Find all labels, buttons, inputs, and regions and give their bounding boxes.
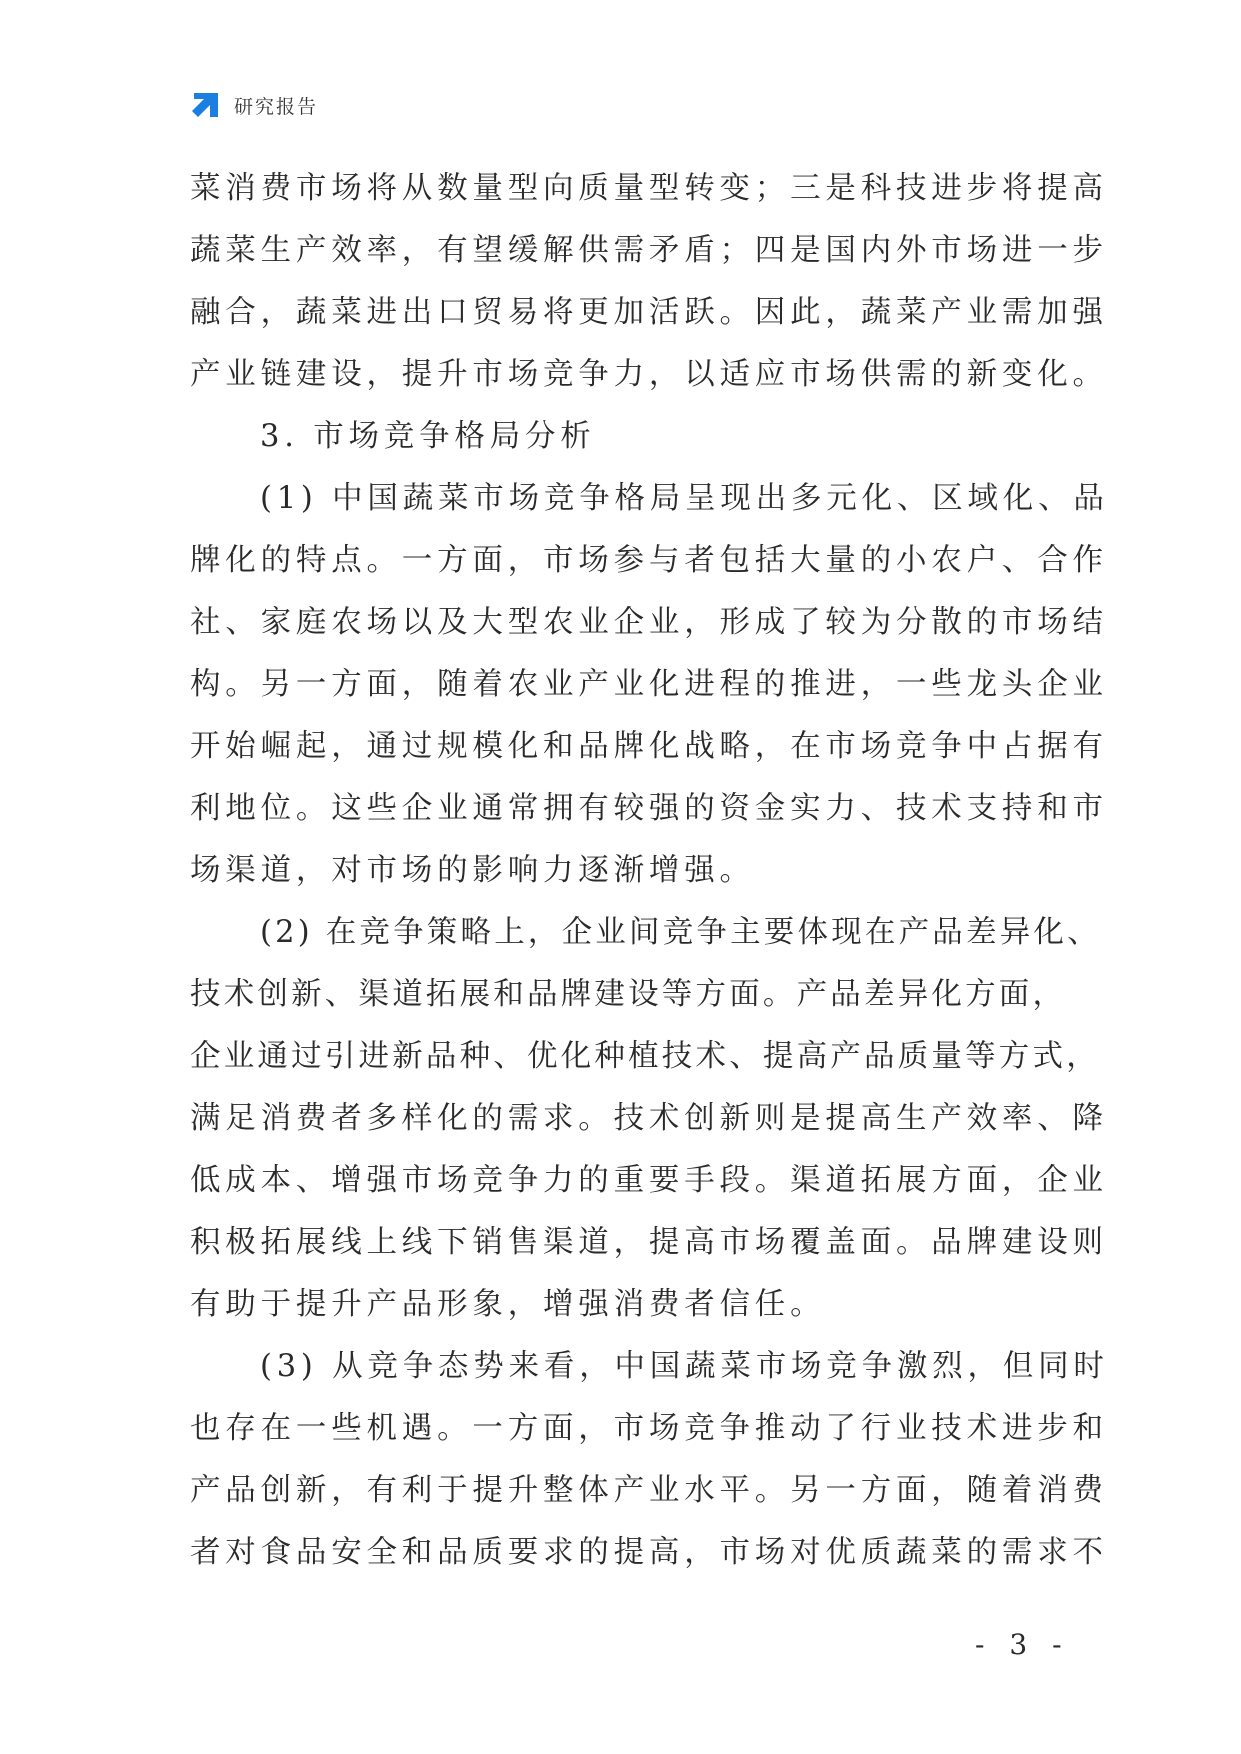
page-number: - 3 - bbox=[975, 1628, 1070, 1661]
header-title: 研究报告 bbox=[234, 95, 319, 118]
text-line: 社、家庭农场以及大型农业企业，形成了较为分散的市场结 bbox=[190, 605, 1108, 640]
text-line: 蔬菜生产效率，有望缓解供需矛盾；四是国内外市场进一步 bbox=[190, 233, 1108, 268]
paragraph-start: (3) 从竞争态势来看，中国蔬菜市场竞争激烈，但同时 bbox=[260, 1349, 1109, 1384]
paragraph-start: (2) 在竞争策略上，企业间竞争主要体现在产品差异化、 bbox=[260, 915, 1101, 950]
text-line: 场渠道，对市场的影响力逐渐增强。 bbox=[190, 853, 755, 888]
paragraph-start: (1) 中国蔬菜市场竞争格局呈现出多元化、区域化、品 bbox=[260, 481, 1109, 516]
text-line: 满足消费者多样化的需求。技术创新则是提高生产效率、降 bbox=[190, 1101, 1108, 1136]
text-line: 者对食品安全和品质要求的提高，市场对优质蔬菜的需求不 bbox=[190, 1535, 1108, 1570]
text-line: 企业通过引进新品种、优化种植技术、提高产品质量等方式， bbox=[190, 1039, 1100, 1074]
text-line: 有助于提升产品形象，增强消费者信任。 bbox=[190, 1287, 826, 1322]
text-line: 构。另一方面，随着农业产业化进程的推进，一些龙头企业 bbox=[190, 667, 1108, 702]
text-line: 技术创新、渠道拓展和品牌建设等方面。产品差异化方面， bbox=[190, 977, 1067, 1012]
text-line: 积极拓展线上线下销售渠道，提高市场覆盖面。品牌建设则 bbox=[190, 1225, 1108, 1260]
report-header bbox=[190, 88, 318, 122]
text-line: 利地位。这些企业通常拥有较强的资金实力、技术支持和市 bbox=[190, 791, 1108, 826]
document-body bbox=[190, 158, 1109, 1584]
text-line: 也存在一些机遇。一方面，市场竞争推动了行业技术进步和 bbox=[190, 1411, 1108, 1446]
section-heading: 3. 市场竞争格局分析 bbox=[260, 419, 596, 454]
arrow-up-right-icon bbox=[190, 89, 222, 121]
text-line: 产品创新，有利于提升整体产业水平。另一方面，随着消费 bbox=[190, 1473, 1108, 1508]
text-line: 产业链建设，提升市场竞争力，以适应市场供需的新变化。 bbox=[190, 357, 1108, 392]
text-line: 牌化的特点。一方面，市场参与者包括大量的小农户、合作 bbox=[190, 543, 1108, 578]
text-line: 菜消费市场将从数量型向质量型转变；三是科技进步将提高 bbox=[190, 171, 1108, 206]
text-line: 低成本、增强市场竞争力的重要手段。渠道拓展方面，企业 bbox=[190, 1163, 1108, 1198]
text-line: 融合，蔬菜进出口贸易将更加活跃。因此，蔬菜产业需加强 bbox=[190, 295, 1108, 330]
text-line: 开始崛起，通过规模化和品牌化战略，在市场竞争中占据有 bbox=[190, 729, 1108, 764]
